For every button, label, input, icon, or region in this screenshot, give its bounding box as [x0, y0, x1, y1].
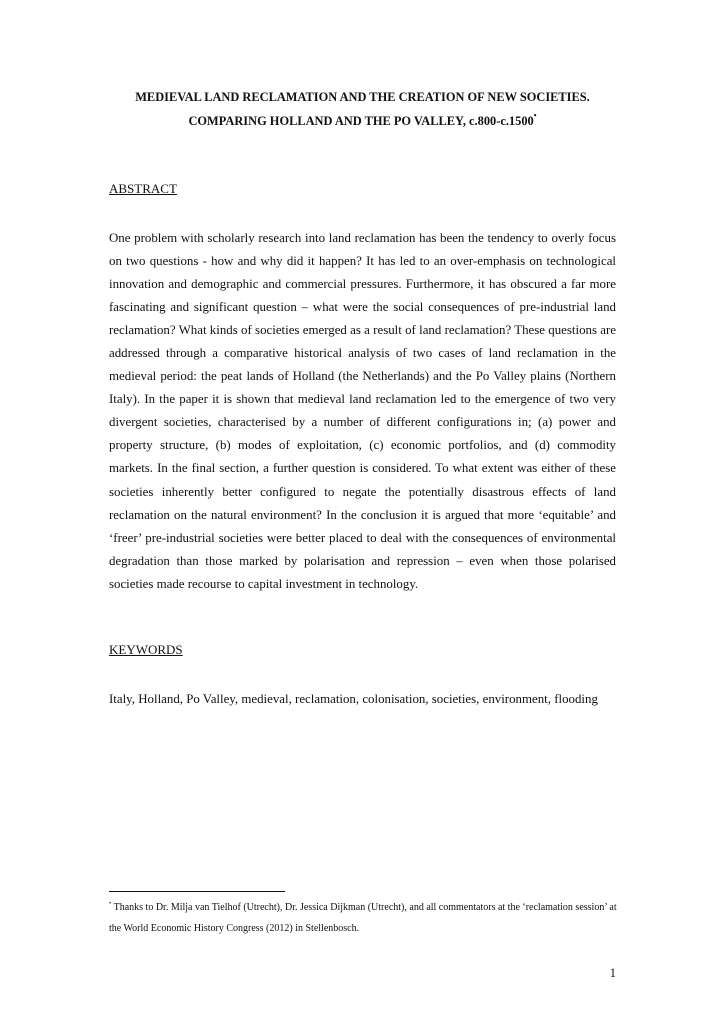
paper-title-line-1	[60, 89, 665, 105]
paper-title-line-1-text: MEDIEVAL LAND RECLAMATION AND THE CREATION OF NEW SOCIETIES.	[135, 90, 590, 104]
paper-title-line-2-text: COMPARING HOLLAND AND THE PO VALLEY, c.800-c.1500	[188, 114, 534, 128]
title-footnote-marker: •	[533, 110, 537, 120]
keywords-text: Italy, Holland, Po Valley, medieval, reclamation, colonisation, societies, environment, flooding	[109, 692, 598, 706]
footnote-marker: •	[109, 899, 112, 907]
footnote	[109, 897, 619, 939]
page-number: 1	[609, 966, 616, 980]
footnote-text: Thanks to Dr. Milja van Tielhof (Utrecht), Dr. Jessica Dijkman (Utrecht), and all commentators at the ‘reclamation session’ at the World Economic History Congress (2012) in Stellenbosch.	[109, 902, 617, 934]
keywords-heading: KEYWORDS	[109, 642, 183, 657]
abstract-text: One problem with scholarly research into land reclamation has been the tendency to overly focus on two questions - how and why did it happen? It has led to an over-emphasis on technological innovation and demographic and commercial pressures. Furthermore, it has obscured a far more fascinating and significant question – what were the social consequences of pre-industrial land reclamation? What kinds of societies emerged as a result of land reclamation? These questions are addressed through a comparative historical analysis of two cases of land reclamation in the medieval period: the peat lands of Holland (the Netherlands) and the Po Valley plains (Northern Italy). In the paper it is shown that medieval land reclamation led to the emergence of two very divergent societies, characterised by a number of different configurations in; (a) power and property structure, (b) modes of exploitation, (c) economic portfolios, and (d) commodity markets. In the final section, a further question is considered. To what extent was either of these societies inherently better configured to negate the potentially disastrous effects of land reclamation on the natural environment? In the conclusion it is argued that more ‘equitable’ and ‘freer’ pre-industrial societies were better placed to deal with the consequences of environmental degradation than those marked by polarisation and repression – even when those polarised societies made recourse to capital investment in technology.	[109, 231, 616, 591]
paper-title-line-2	[60, 110, 665, 129]
abstract-heading: ABSTRACT	[109, 181, 177, 196]
footnote-divider	[109, 891, 285, 892]
